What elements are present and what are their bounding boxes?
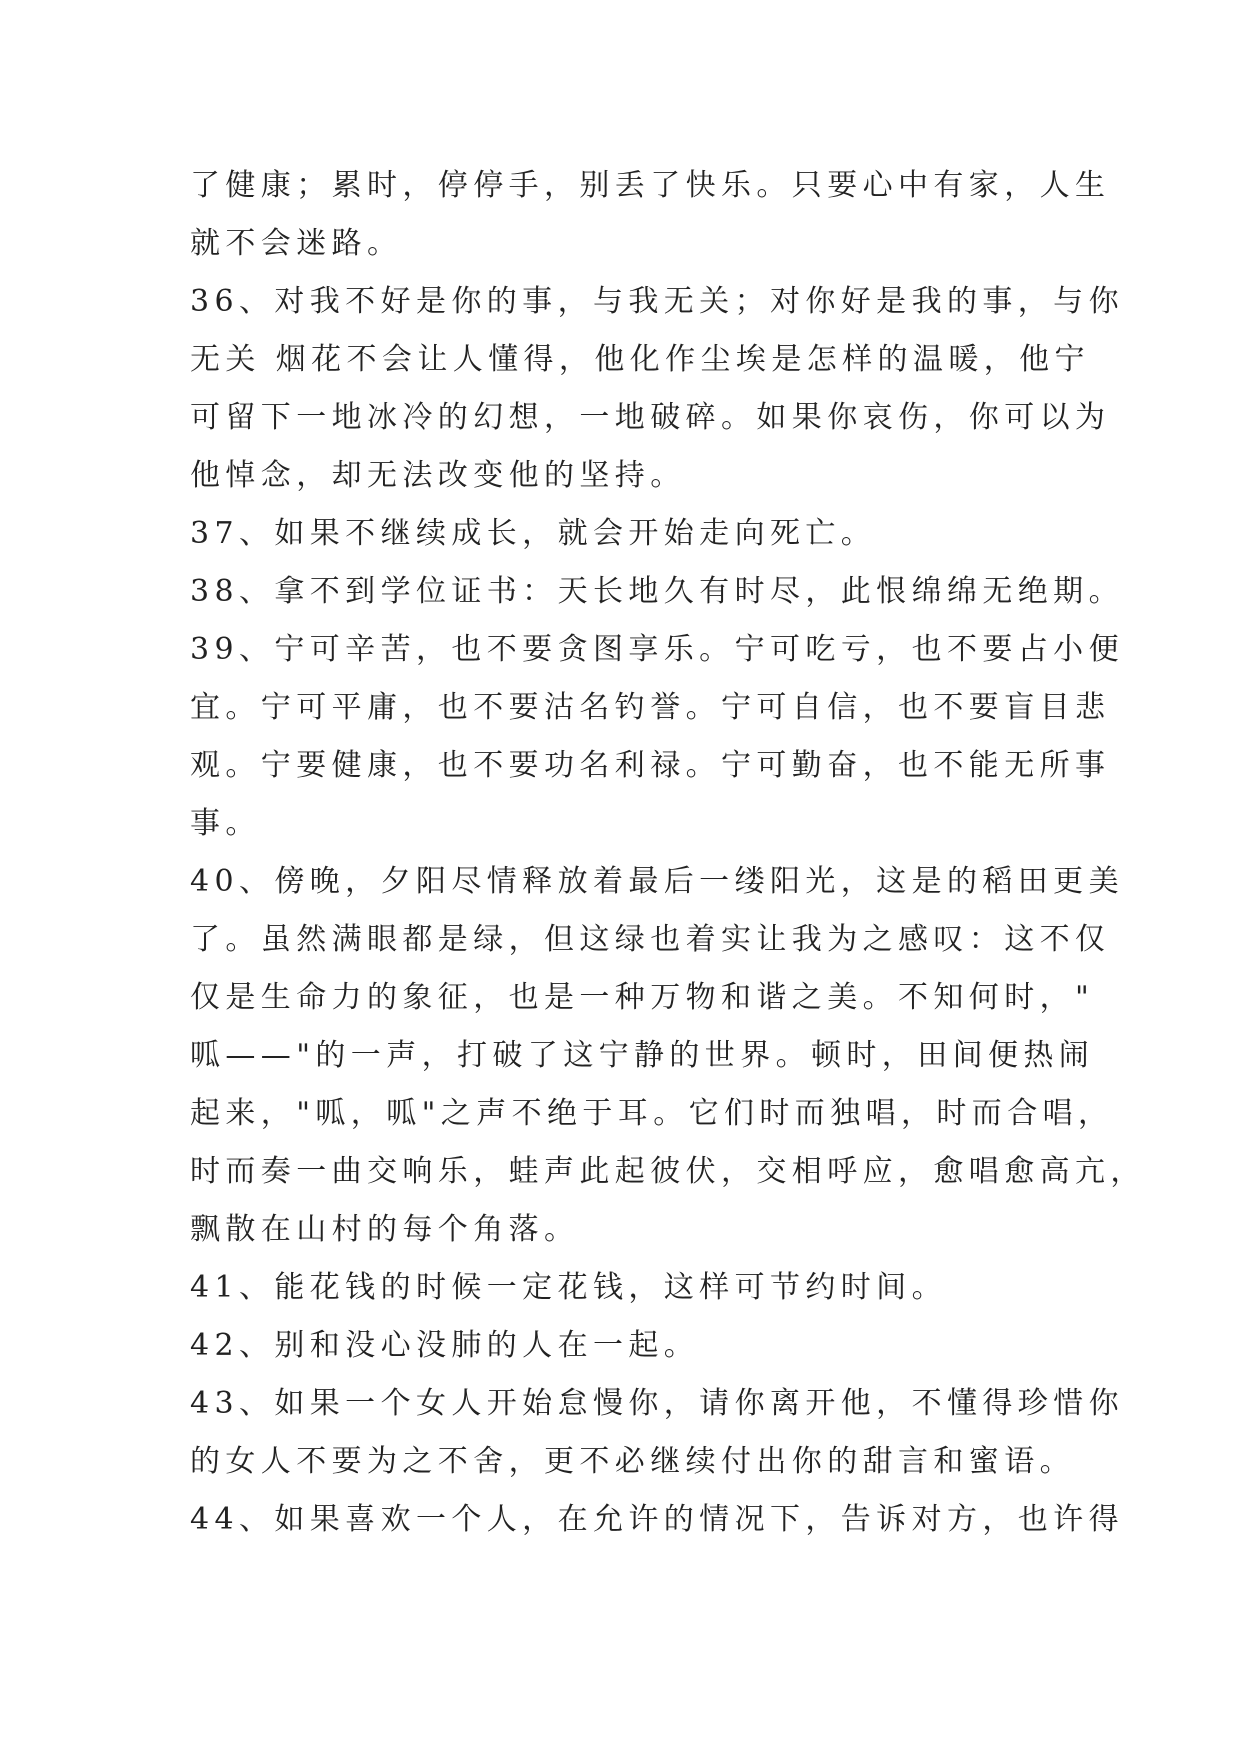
- text-line: 36、对我不好是你的事，与我无关；对你好是我的事，与你: [190, 284, 1124, 319]
- text-line: 42、别和没心没肺的人在一起。: [190, 1328, 700, 1363]
- text-line: 事。: [190, 806, 261, 841]
- text-line: 43、如果一个女人开始怠慢你，请你离开他，不懂得珍惜你: [190, 1386, 1124, 1421]
- text-line: 的女人不要为之不舍，更不必继续付出你的甜言和蜜语。: [190, 1444, 1075, 1479]
- text-line: 可留下一地冰冷的幻想，一地破碎。如果你哀伤，你可以为: [190, 400, 1111, 435]
- text-line: 了健康；累时，停停手，别丢了快乐。只要心中有家，人生: [190, 168, 1111, 203]
- text-line: 起来，"呱，呱"之声不绝于耳。它们时而独唱，时而合唱，: [190, 1096, 1114, 1131]
- text-line: 观。宁要健康，也不要功名利禄。宁可勤奋，也不能无所事: [190, 748, 1111, 783]
- text-line: 就不会迷路。: [190, 226, 403, 261]
- text-line: 无关 烟花不会让人懂得，他化作尘埃是怎样的温暖，他宁: [190, 342, 1090, 377]
- text-line: 38、拿不到学位证书：天长地久有时尽，此恨绵绵无绝期。: [190, 574, 1124, 609]
- text-line: 44、如果喜欢一个人，在允许的情况下，告诉对方，也许得: [190, 1502, 1124, 1537]
- text-line: 时而奏一曲交响乐，蛙声此起彼伏，交相呼应，愈唱愈高亢，: [190, 1154, 1146, 1189]
- text-line: 37、如果不继续成长，就会开始走向死亡。: [190, 516, 877, 551]
- document-body: [190, 157, 1146, 1549]
- text-line: 39、宁可辛苦，也不要贪图享乐。宁可吃亏，也不要占小便: [190, 632, 1124, 667]
- text-line: 40、傍晚，夕阳尽情释放着最后一缕阳光，这是的稻田更美: [190, 864, 1124, 899]
- text-line: 飘散在山村的每个角落。: [190, 1212, 580, 1247]
- text-line: 41、能花钱的时候一定花钱，这样可节约时间。: [190, 1270, 947, 1305]
- text-line: 宜。宁可平庸，也不要沽名钓誉。宁可自信，也不要盲目悲: [190, 690, 1111, 725]
- text-line: 了。虽然满眼都是绿，但这绿也着实让我为之感叹：这不仅: [190, 922, 1111, 957]
- text-line: 他悼念，却无法改变他的坚持。: [190, 458, 686, 493]
- text-line: 仅是生命力的象征，也是一种万物和谐之美。不知何时，": [190, 980, 1095, 1015]
- text-line: 呱——"的一声，打破了这宁静的世界。顿时，田间便热闹: [190, 1038, 1095, 1073]
